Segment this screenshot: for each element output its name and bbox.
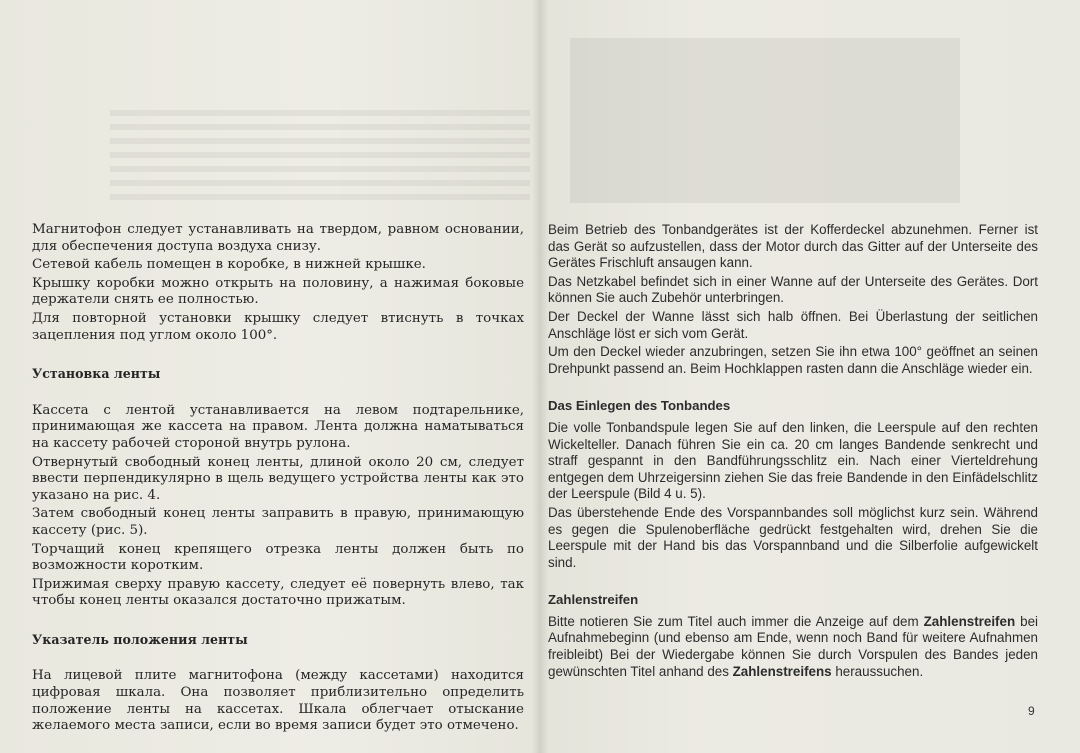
de-bold-term: Zahlenstreifens xyxy=(732,663,832,679)
de-intro-paragraph: Beim Betrieb des Tonbandgerätes ist der Kofferdeckel abzunehmen. Ferner ist das Gerät so aufzustellen, dass der Motor durch das Gitter auf der Unterseite des Gerätes Frischluft ansaugen kann. xyxy=(548,222,1038,271)
bleed-through-text xyxy=(110,110,530,200)
ru-heading-tape-position-indicator: Указатель положения ленты xyxy=(32,631,248,647)
de-heading-tape-loading: Das Einlegen des Tonbandes xyxy=(548,398,731,414)
de-paragraph-counter-strip xyxy=(548,614,1038,680)
russian-column xyxy=(32,222,524,737)
de-paragraph: Das überstehende Ende des Vorspannbandes soll möglichst kurz sein. Während es gegen die Spulenoberfläche gedrückt festgehalten wird, drehen Sie die Leerspule mit der Hand bis das Vorspannband und die Silberfolie aufgewickelt sind. xyxy=(548,504,1038,570)
ru-heading-tape-installation: Установка ленты xyxy=(32,366,161,382)
ru-paragraph: Кассета с лентой устанавливается на левом подтарельнике, принимающая же кассета на правом. Лента должна наматываться на кассету рабочей стороной внутрь рулона. xyxy=(32,402,524,451)
book-gutter xyxy=(532,0,548,753)
ru-intro-paragraph: Магнитофон следует устанавливать на твердом, равном основании, для обеспечения доступа воздуха снизу. xyxy=(32,222,524,254)
ru-intro-paragraph: Сетевой кабель помещен в коробке, в нижней крышке. xyxy=(32,257,426,273)
ru-intro-paragraph: Крышку коробки можно открыть на половину, а нажимая боковые держатели снять ее полностью. xyxy=(32,275,524,308)
de-intro-paragraph: Der Deckel der Wanne lässt sich halb öffnen. Bei Überlastung der seitlichen Anschläge löst er sich vom Gerät. xyxy=(548,308,1038,341)
de-paragraph: Die volle Tonbandspule legen Sie auf den linken, die Leerspule auf den rechten Wickelteller. Danach führen Sie ein ca. 20 cm langes Bandende senkrecht und straff gespannt in den Bandführungsschlitz ein. Nach einer Vierteldrehung entgegen dem Uhrzeigersinn ziehen Sie das freie Bandende in den Einfädelschlitz der Leerspule (Bild 4 u. 5). xyxy=(548,419,1038,502)
de-bold-term: Zahlenstreifen xyxy=(923,613,1016,629)
ru-paragraph: Отвернутый свободный конец ленты, длиной около 20 см, следует ввести перпендикулярно в щель ведущего устройства ленты как это указано на рис. 4. xyxy=(32,454,524,503)
ru-intro-paragraph: Для повторной установки крышку следует втиснуть в точках зацепления под углом около 100°. xyxy=(32,310,524,343)
de-text: bei Aufnahmebeginn (und ebenso am Ende, wenn noch Band für weitere Aufnahmen freibleibt) Bei der Wiedergabe können Sie durch Vorspulen des Bandes jeden gewünschten Titel anhand des xyxy=(548,613,1038,679)
de-intro-paragraph: Um den Deckel wieder anzubringen, setzen Sie ihn etwa 100° geöffnet an seinen Drehpunkt passend an. Beim Hochklappen rasten dann die Anschläge wieder ein. xyxy=(548,344,1038,376)
ru-paragraph: На лицевой плите магнитофона (между кассетами) находится цифровая шкала. Она позволяет приблизительно определить положение ленты на кассетах. Шкала облегчает отыскание желаемого места записи, если во время записи будет это отмечено. xyxy=(32,668,524,734)
bleed-through-figure xyxy=(570,38,960,203)
german-column xyxy=(548,222,1038,682)
page-number: 9 xyxy=(1028,704,1035,718)
ru-paragraph: Затем свободный конец ленты заправить в правую, принимающую кассету (рис. 5). xyxy=(32,506,524,538)
de-heading-counter-strip: Zahlenstreifen xyxy=(548,592,639,608)
de-text: heraussuchen. xyxy=(831,663,924,679)
de-intro-paragraph: Das Netzkabel befindet sich in einer Wanne auf der Unterseite des Gerätes. Dort können Sie auch Zubehör unterbringen. xyxy=(548,273,1038,306)
ru-paragraph: Торчащий конец крепящего отрезка ленты должен быть по возможности коротким. xyxy=(32,541,524,574)
de-text: Bitte notieren Sie zum Titel auch immer die Anzeige auf dem xyxy=(548,613,924,629)
ru-paragraph: Прижимая сверху правую кассету, следует её повернуть влево, так чтобы конец ленты оказался достаточно прижатым. xyxy=(32,576,524,609)
